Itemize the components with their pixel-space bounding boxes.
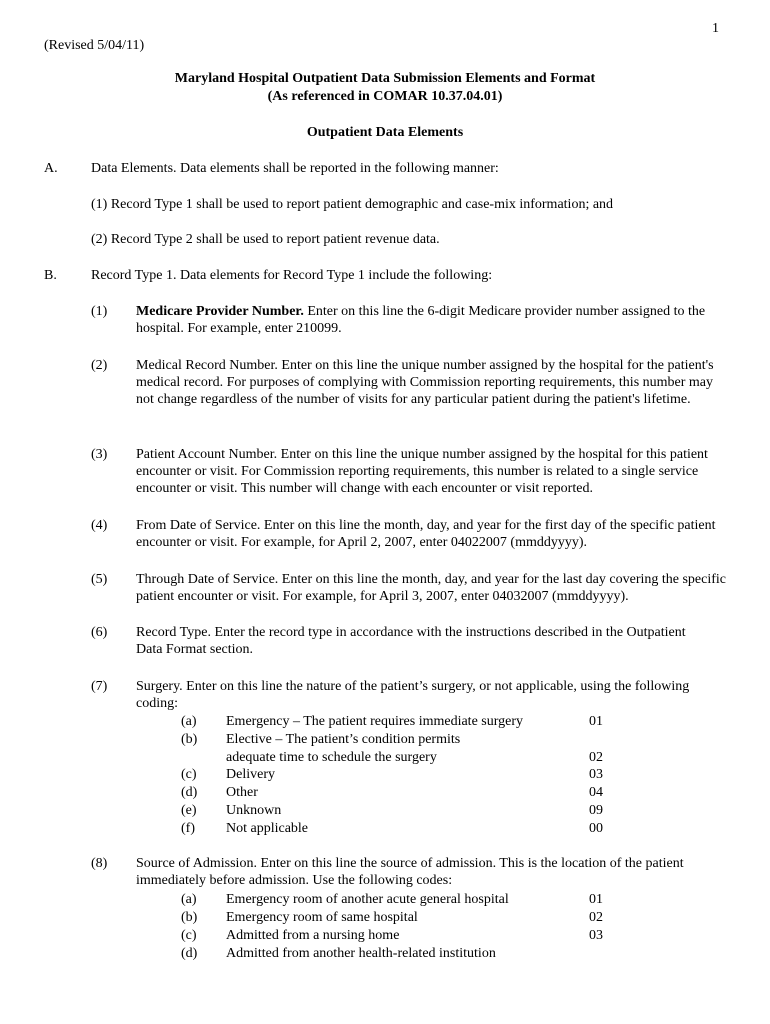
code-value: 03 [589,928,603,943]
code-label-continued: adequate time to schedule the surgery [226,750,437,765]
code-label: Unknown [226,803,282,818]
code-label: Admitted from another health-related institution [226,946,496,961]
code-letter: (a) [181,892,197,907]
section-a-text: Data Elements. Data elements shall be reported in the following manner: [91,161,499,176]
item-number: (5) [91,572,108,587]
code-label: Delivery [226,767,275,782]
code-letter: (d) [181,785,198,800]
code-label: Emergency room of another acute general hospital [226,892,509,907]
code-letter: (a) [181,714,197,729]
item-8-text: Source of Admission. Enter on this line the source of admission. This is the location of the patient immediately before admission. Use the following codes: [136,856,684,888]
item-4-text: From Date of Service. Enter on this line the month, day, and year for the first day of the specific patient encounter or visit. For example, for April 2, 2007, enter 04022007 (mmddyyyy). [136,518,716,550]
item-2-text: Medical Record Number. Enter on this line the unique number assigned by the hospital for the patient's medical record. For purposes of complying with Commission reporting requirements, this number may not change regardless of the number of visits for any particular patient during the patient's lifetime. [136,358,714,407]
section-a-sub1: (1) Record Type 1 shall be used to report patient demographic and case-mix information; and [91,197,614,212]
code-value: 09 [589,803,603,818]
item-5-text: Through Date of Service. Enter on this line the month, day, and year for the last day covering the specific patient encounter or visit. For example, for April 3, 2007, enter 04032007 (mmddyyyy). [136,572,727,604]
section-title: Outpatient Data Elements [306,125,464,140]
item-3-text: Patient Account Number. Enter on this line the unique number assigned by the hospital for this patient encounter or visit. For Commission reporting requirements, this number is related to a single service encounter or visit. This number will change with each encounter or visit reported. [136,447,708,496]
code-label: Emergency room of same hospital [226,910,418,925]
code-letter: (c) [181,928,197,943]
revision-date: (Revised 5/04/11) [44,38,145,53]
item-1-body: Enter on this line the 6-digit Medicare provider number assigned to the hospital. For example, enter 210099. [136,304,706,336]
code-label: Elective – The patient’s condition permits [226,732,461,747]
code-value: 04 [589,785,603,800]
section-b-text: Record Type 1. Data elements for Record Type 1 include the following: [91,268,493,283]
section-b-marker: B. [44,268,57,283]
code-letter: (c) [181,767,197,782]
code-letter: (b) [181,910,198,925]
code-label: Admitted from a nursing home [226,928,400,943]
code-label: Emergency – The patient requires immediate surgery [226,714,524,729]
code-letter: (f) [181,821,195,836]
document-title-line1: Maryland Hospital Outpatient Data Submission Elements and Format [174,71,596,86]
item-7-text: Surgery. Enter on this line the nature of the patient’s surgery, or not applicable, using the following coding: [136,679,690,711]
item-number: (3) [91,447,108,462]
section-a-sub2: (2) Record Type 2 shall be used to report patient revenue data. [91,232,440,247]
code-value: 02 [589,910,603,925]
item-number: (4) [91,518,108,533]
item-number: (2) [91,358,108,373]
code-value: 02 [589,750,603,765]
item-number: (1) [91,304,108,319]
item-number: (8) [91,856,108,871]
document-title-line2: (As referenced in COMAR 10.37.04.01) [267,89,503,104]
code-value: 00 [589,821,603,836]
code-letter: (d) [181,946,198,961]
item-6-text: Record Type. Enter the record type in accordance with the instructions described in the Outpatient Data Format section. [136,625,686,657]
code-label: Other [226,785,258,800]
item-1-text [136,303,728,337]
item-number: (6) [91,625,108,640]
code-label: Not applicable [226,821,309,836]
section-a-marker: A. [44,161,58,176]
code-letter: (e) [181,803,197,818]
page-number: 1 [712,21,719,36]
code-value: 01 [589,892,603,907]
code-value: 01 [589,714,603,729]
code-value: 03 [589,767,603,782]
item-number: (7) [91,679,108,694]
item-1-lead: Medicare Provider Number. [136,304,304,319]
code-letter: (b) [181,732,198,747]
